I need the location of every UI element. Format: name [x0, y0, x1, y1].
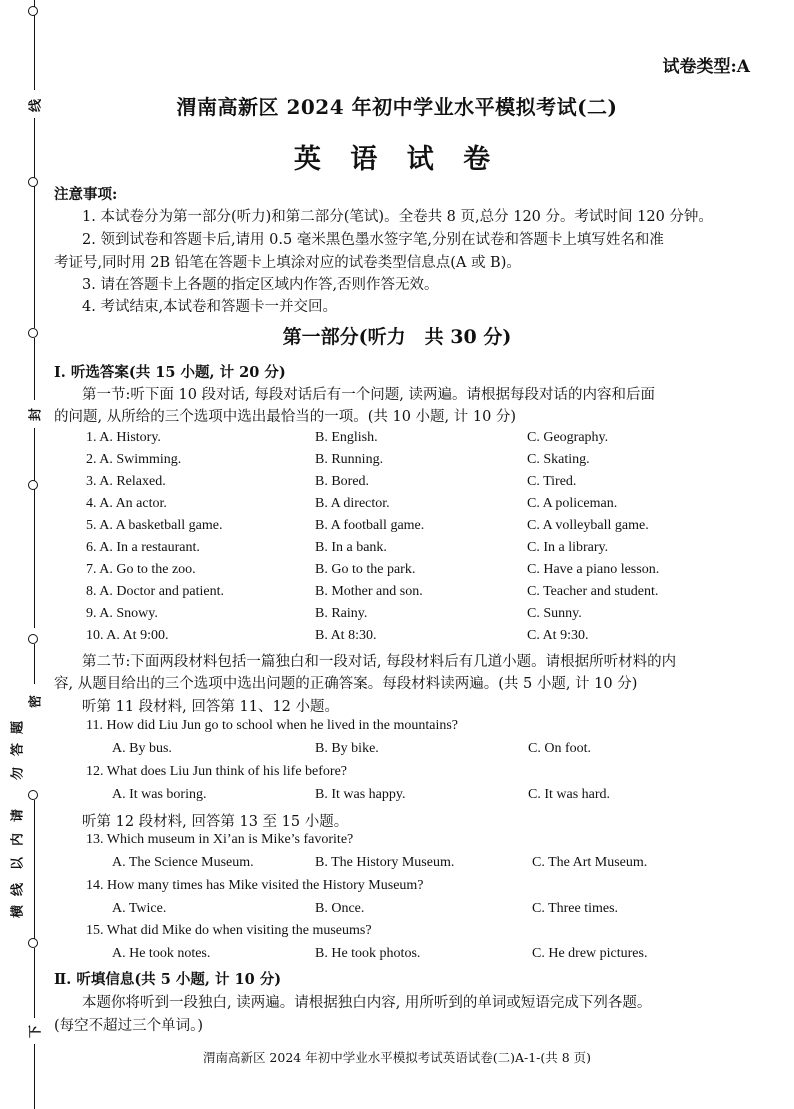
option-b: B. It was happy. [315, 787, 406, 802]
part-title: 第一部分(听力 共 30 分) [282, 326, 512, 348]
margin-char: 以 [10, 857, 26, 871]
option-c: C. A volleyball game. [527, 518, 649, 533]
margin-char: 请 [10, 809, 26, 823]
margin-circle [28, 177, 38, 187]
option-a: 10. A. At 9:00. [86, 628, 169, 643]
margin-char: 题 [10, 721, 26, 735]
option-b: B. Running. [315, 452, 384, 467]
option-b: B. In a bank. [315, 540, 387, 555]
option-c: C. A policeman. [527, 496, 618, 511]
option-c: C. He drew pictures. [532, 946, 648, 961]
option-c: C. On foot. [528, 741, 591, 756]
option-b: B. At 8:30. [315, 628, 377, 643]
question-stem: 11. How did Liu Jun go to school when he lived in the mountains? [86, 718, 458, 733]
option-b: B. Rainy. [315, 606, 368, 621]
question-stem: 12. What does Liu Jun think of his life before? [86, 764, 348, 779]
margin-char: 勿 [10, 767, 26, 781]
exam-title: 渭南高新区 2024 年初中学业水平模拟考试(二) [176, 95, 618, 119]
notice-item: 4. 考试结束,本试卷和答题卡一并交回。 [82, 299, 338, 315]
option-b: B. The History Museum. [315, 855, 455, 870]
option-c: C. It was hard. [528, 787, 611, 802]
margin-line [34, 644, 35, 684]
notice-heading: 注意事项: [54, 186, 118, 203]
option-c: C. At 9:30. [527, 628, 589, 643]
option-c: C. Three times. [532, 901, 619, 916]
margin-circle [28, 480, 38, 490]
margin-char: 线 [28, 99, 44, 113]
instruction-text: 本题你将听到一段独白, 读两遍。请根据独白内容, 用所听到的单词或短语完成下列各题。 [82, 995, 652, 1011]
option-a: A. Twice. [112, 901, 167, 916]
option-b: B. A director. [315, 496, 390, 511]
instruction-text: 第二节:下面两段材料包括一篇独白和一段对话, 每段材料后有几道小题。请根据所听材料的内 [82, 654, 677, 670]
material-intro: 听第 11 段材料, 回答第 11、12 小题。 [82, 699, 340, 715]
margin-char: 下 [28, 1025, 44, 1039]
option-a: 2. A. Swimming. [86, 452, 182, 467]
page-footer: 渭南高新区 2024 年初中学业水平模拟考试英语试卷(二)A-1-(共 8 页) [202, 1050, 592, 1065]
option-a: A. He took notes. [112, 946, 211, 961]
instruction-text: 的问题, 从所给的三个选项中选出最恰当的一项。(共 10 小题, 计 10 分) [54, 409, 517, 425]
instruction-text: (每空不超过三个单词。) [54, 1018, 204, 1034]
option-b: B. He took photos. [315, 946, 421, 961]
option-c: C. Tired. [527, 474, 577, 489]
notice-item: 考证号,同时用 2B 铅笔在答题卡上填涂对应的试卷类型信息点(A 或 B)。 [54, 255, 521, 271]
option-a: 5. A. A basketball game. [86, 518, 223, 533]
option-c: C. Geography. [527, 430, 609, 445]
margin-circle [28, 6, 38, 16]
subject-title: 英 语 试 卷 [293, 144, 501, 175]
option-a: A. It was boring. [112, 787, 207, 802]
option-b: B. Go to the park. [315, 562, 416, 577]
option-b: B. By bike. [315, 741, 379, 756]
option-b: B. Once. [315, 901, 365, 916]
margin-circle [28, 634, 38, 644]
option-a: 8. A. Doctor and patient. [86, 584, 225, 599]
option-c: C. Teacher and student. [527, 584, 659, 599]
notice-item: 2. 领到试卷和答题卡后,请用 0.5 毫米黑色墨水签字笔,分别在试卷和答题卡上填写姓名和准 [82, 232, 664, 248]
material-intro: 听第 12 段材料, 回答第 13 至 15 小题。 [82, 814, 349, 830]
question-stem: 14. How many times has Mike visited the History Museum? [86, 878, 424, 893]
option-c: C. Sunny. [527, 606, 582, 621]
option-a: A. The Science Museum. [112, 855, 254, 870]
instruction-text: 容, 从题目给出的三个选项中选出问题的正确答案。每段材料读两遍。(共 5 小题, 计 10 分) [54, 676, 638, 692]
option-a: 9. A. Snowy. [86, 606, 158, 621]
option-c: C. Skating. [527, 452, 590, 467]
margin-line [34, 948, 35, 1018]
option-a: 3. A. Relaxed. [86, 474, 166, 489]
option-b: B. Bored. [315, 474, 370, 489]
option-a: 1. A. History. [86, 430, 161, 445]
margin-line [34, 428, 35, 628]
notice-item: 1. 本试卷分为第一部分(听力)和第二部分(笔试)。全卷共 8 页,总分 120 分。考试时间 120 分钟。 [82, 209, 713, 225]
margin-circle [28, 790, 38, 800]
margin-char: 内 [10, 833, 26, 847]
option-a: 6. A. In a restaurant. [86, 540, 200, 555]
margin-char: 线 [10, 883, 26, 897]
margin-char: 封 [28, 408, 44, 422]
option-b: B. Mother and son. [315, 584, 423, 599]
option-a: 7. A. Go to the zoo. [86, 562, 196, 577]
notice-item: 3. 请在答题卡上各题的指定区域内作答,否则作答无效。 [82, 277, 439, 293]
section-heading: Ⅰ. 听选答案(共 15 小题, 计 20 分) [54, 364, 286, 381]
margin-char: 答 [10, 743, 26, 757]
option-c: C. The Art Museum. [532, 855, 648, 870]
section-heading: Ⅱ. 听填信息(共 5 小题, 计 10 分) [54, 971, 282, 988]
option-a: 4. A. An actor. [86, 496, 167, 511]
paper-type-label: 试卷类型:A [662, 57, 750, 77]
margin-line [34, 800, 35, 940]
option-a: A. By bus. [112, 741, 172, 756]
option-b: B. A football game. [315, 518, 425, 533]
margin-char: 横 [10, 905, 26, 919]
margin-circle [28, 938, 38, 948]
question-stem: 13. Which museum in Xi’an is Mike’s favorite? [86, 832, 354, 847]
option-c: C. Have a piano lesson. [527, 562, 660, 577]
option-c: C. In a library. [527, 540, 609, 555]
option-b: B. English. [315, 430, 378, 445]
question-stem: 15. What did Mike do when visiting the museums? [86, 923, 372, 938]
instruction-text: 第一节:听下面 10 段对话, 每段对话后有一个问题, 读两遍。请根据每段对话的内容和后面 [82, 387, 655, 403]
margin-char: 密 [28, 695, 44, 709]
